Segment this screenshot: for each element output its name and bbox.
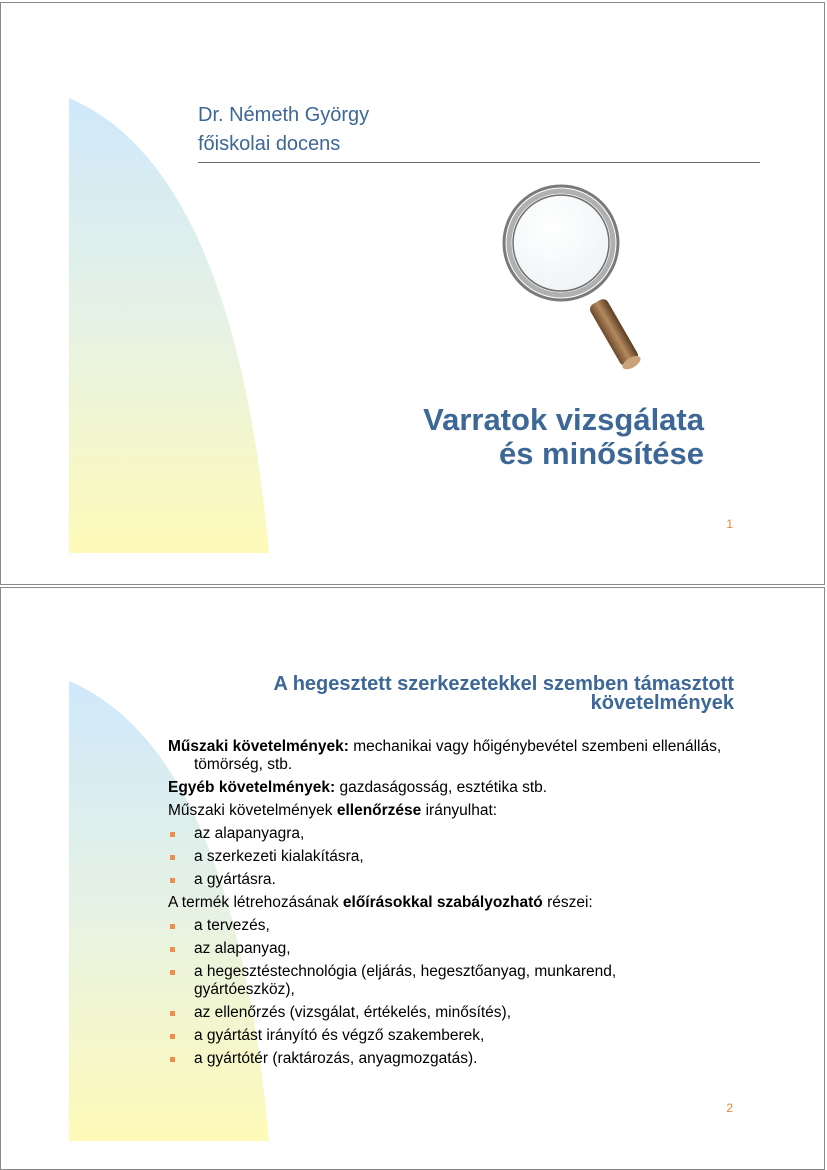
bullet-icon (170, 970, 175, 975)
title-line-2: és minősítése (498, 436, 704, 471)
author-title: főiskolai docens (198, 133, 341, 155)
bullet-icon (170, 878, 175, 883)
slide-2 (0, 587, 825, 1170)
list-item: a tervezés, (168, 917, 768, 935)
decorative-arc (69, 98, 289, 558)
paragraph-egyeb: Egyéb követelmények: gazdaságosság, esztétika stb. (168, 779, 548, 796)
author-name: Dr. Németh György (198, 104, 370, 126)
page-number: 1 (726, 517, 733, 531)
paragraph-ellenorzes: Műszaki követelmények ellenőrzése irányulhat: (168, 802, 498, 819)
bullet-icon (170, 924, 175, 929)
title-line-2: követelmények (590, 692, 734, 714)
bullet-icon (170, 855, 175, 860)
list-item: a gyártótér (raktározás, anyagmozgatás). (168, 1050, 768, 1068)
list-item: az ellenőrzés (vizsgálat, értékelés, minősítés), (168, 1004, 768, 1022)
list-item: a gyártásra. (168, 871, 768, 889)
title-line-1: A hegesztett szerkezetekkel szemben támasztott (273, 673, 734, 695)
slide-1 (0, 2, 825, 585)
bullet-icon (170, 832, 175, 837)
paragraph-reszei: A termék létrehozásának előírásokkal szabályozható részei: (168, 894, 593, 911)
magnifying-glass-icon (501, 183, 661, 383)
slide-2-body (168, 738, 768, 1073)
slide-2-title (273, 675, 734, 713)
list-item: a gyártást irányító és végző szakemberek, (168, 1027, 768, 1045)
title-line-1: Varratok vizsgálata (423, 402, 704, 437)
author-block (198, 101, 369, 159)
slide-1-title (423, 403, 704, 471)
list-item: a hegesztéstechnológia (eljárás, hegesztőanyag, munkarend, gyártóeszköz), (168, 963, 694, 999)
bullet-icon (170, 1034, 175, 1039)
bullet-icon (170, 1011, 175, 1016)
page-number: 2 (726, 1101, 733, 1115)
divider (198, 162, 760, 163)
paragraph-muszaki: Műszaki követelmények: mechanikai vagy hőigénybevétel szembeni ellenállás, tömörség, stb. (168, 738, 722, 773)
bullet-icon (170, 1057, 175, 1062)
list-item: az alapanyagra, (168, 825, 768, 843)
list-item: a szerkezeti kialakításra, (168, 848, 768, 866)
list-item: az alapanyag, (168, 940, 768, 958)
bullet-icon (170, 947, 175, 952)
